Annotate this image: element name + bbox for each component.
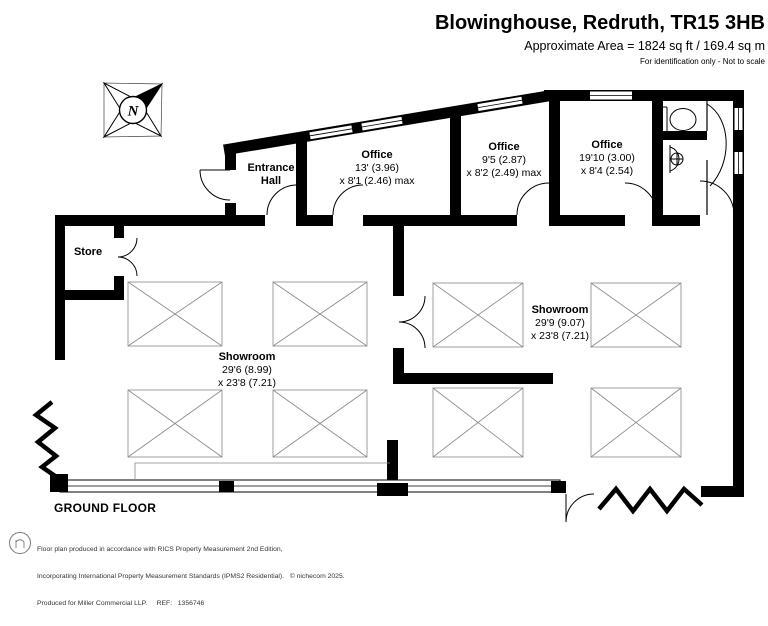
office-3-dim-2: x 8'4 (2.54) [580,164,634,177]
showroom-right-dim-1: 29'9 (9.07) [535,317,585,329]
showroom-right-dim-2: x 23'8 (7.21) [530,329,590,342]
footer-disclaimer [37,527,345,626]
header [435,12,765,66]
showroom-left-name: Showroom [218,351,276,363]
office-3-dim-1: 19'10 (3.00) [579,152,635,164]
office-1-dim-1: 13' (3.96) [354,162,400,174]
sink-icon [670,145,683,173]
showroom-left-dim-1: 29'6 (8.99) [222,364,272,376]
door-arcs [118,104,734,522]
floor-label: GROUND FLOOR [54,501,157,515]
footer-line-2: Incorporating International Property Measurement Standards (IPMS2 Residential). © nichecom 2025. [37,573,345,580]
zigzag-break-right [599,489,702,511]
office-1-name: Office [361,149,393,161]
room-label-entrance-hall [247,162,294,188]
footer-line-3: Produced for Miller Commercial LLP. REF: 1356746 [37,600,205,607]
office-2-dim-1: 9'5 (2.87) [481,154,527,166]
office-2-name: Office [488,141,520,153]
room-label-office-2 [467,141,542,179]
identification-note: For identification only - Not to scale [640,57,765,66]
compass-n-letter: N [127,103,139,120]
room-label-showroom-right [531,304,589,342]
store-name: Store [73,246,103,258]
approximate-area-text: Approximate Area = 1824 sq ft / 169.4 sq m [524,39,765,53]
entrance-hall-name-1: Entrance [247,162,295,174]
zigzag-break-left [36,402,58,478]
office-1-dim-2: x 8'1 (2.46) max [339,174,415,187]
room-label-office-3 [579,139,635,177]
room-label-office-1 [340,149,415,187]
entrance-hall-name-2: Hall [260,175,282,187]
room-label-showroom-left [218,351,276,389]
page-title: Blowinghouse, Redruth, TR15 3HB [434,12,765,34]
room-label-store [74,246,102,259]
showroom-right-name: Showroom [531,304,589,316]
compass-north-icon [104,83,162,137]
office-3-name: Office [591,139,623,151]
nichecom-logo [7,529,33,557]
showroom-left-dim-2: x 23'8 (7.21) [217,376,277,389]
footer-line-1: Floor plan produced in accordance with RICS Property Measurement 2nd Edition, [37,546,283,553]
office-2-dim-2: x 8'2 (2.49) max [466,166,542,179]
glazed-shopfront [50,474,566,496]
